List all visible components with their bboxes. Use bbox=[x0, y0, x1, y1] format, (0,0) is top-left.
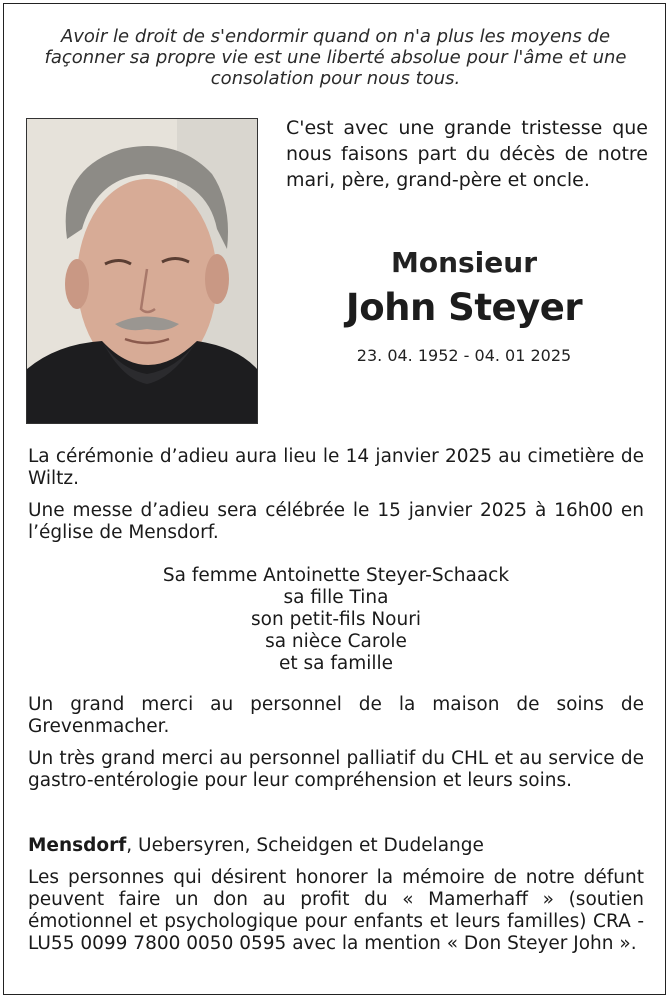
deceased-name: John Steyer bbox=[345, 286, 583, 329]
family-member: son petit-fils Nouri bbox=[251, 609, 421, 630]
mass-paragraph: Une messe d’adieu sera célébrée le 15 janvier 2025 à 16h00 en l’église de Mensdorf. bbox=[28, 500, 644, 543]
family-member: sa nièce Carole bbox=[265, 631, 407, 652]
thanks-paragraph-care-home: Un grand merci au personnel de la maison de soins de Grevenmacher. bbox=[28, 694, 644, 737]
thanks-paragraph-hospital: Un très grand merci au personnel palliatif du CHL et au service de gastro-entérologie pour leur compréhension et leurs soins. bbox=[28, 748, 644, 791]
announcement-text: C'est avec une grande tristesse que nous faisons part du décès de notre mari, père, grand-père et oncle. bbox=[286, 117, 648, 191]
primary-location: Mensdorf bbox=[28, 835, 127, 856]
life-dates: 23. 04. 1952 - 04. 01 2025 bbox=[356, 346, 572, 365]
epigraph-quote: Avoir le droit de s'endormir quand on n'a plus les moyens de façonner sa propre vie est une liberté absolue pour l'âme et une consolation pour nous tous. bbox=[44, 26, 627, 89]
honorific-title: Monsieur bbox=[390, 246, 538, 279]
other-locations: , Uebersyren, Scheidgen et Dudelange bbox=[126, 835, 484, 856]
ceremony-paragraph: La cérémonie d’adieu aura lieu le 14 janvier 2025 au cimetière de Wiltz. bbox=[28, 446, 644, 489]
portrait-photo bbox=[26, 118, 258, 424]
donation-paragraph: Les personnes qui désirent honorer la mémoire de notre défunt peuvent faire un don au profit du « Mamerhaff » (soutien émotionnel et psychologique pour enfants et leurs familles) CRA - LU55 0099 7800 0050 0595 avec la mention « Don Steyer John ». bbox=[28, 867, 644, 954]
family-member: sa fille Tina bbox=[283, 587, 389, 608]
locations-line bbox=[28, 835, 644, 857]
family-member: Sa femme Antoinette Steyer-Schaack bbox=[162, 565, 510, 586]
family-member: et sa famille bbox=[278, 653, 394, 674]
family-list bbox=[28, 565, 644, 675]
